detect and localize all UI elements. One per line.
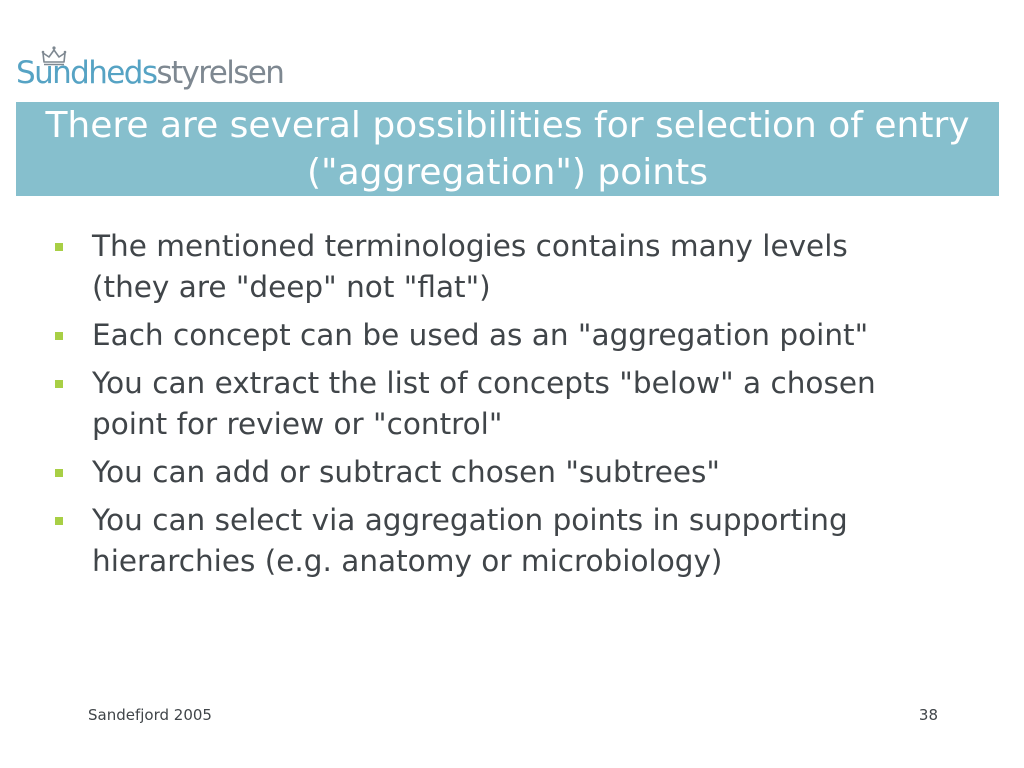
page-number: 38: [918, 706, 938, 724]
bullet-list: [55, 226, 915, 589]
bullet-square-icon: [55, 517, 63, 525]
bullet-text: You can select via aggregation points in supporting hierarchies (e.g. anatomy or microbiology): [92, 503, 848, 578]
bullet-item: [55, 315, 915, 356]
bullet-text: You can add or subtract chosen "subtrees": [92, 455, 720, 489]
sundhedsstyrelsen-logo: [16, 44, 284, 96]
logo-text-secondary: styrelsen: [156, 55, 284, 91]
logo-wordmark: [16, 54, 283, 92]
bullet-text: Each concept can be used as an "aggregation point": [92, 318, 869, 352]
title-bar: [16, 102, 999, 196]
bullet-square-icon: [55, 332, 63, 340]
logo-text-primary: Sundheds: [16, 55, 157, 91]
bullet-text: You can extract the list of concepts "below" a chosen point for review or "control": [92, 366, 876, 441]
bullet-square-icon: [55, 243, 63, 251]
bullet-square-icon: [55, 469, 63, 477]
bullet-item: [55, 452, 915, 493]
slide-title: There are several possibilities for selection of entry ("aggregation") points: [45, 105, 970, 193]
bullet-item: [55, 500, 915, 582]
bullet-text: The mentioned terminologies contains many levels (they are "deep" not "flat"): [92, 229, 848, 304]
bullet-item: [55, 226, 915, 308]
bullet-item: [55, 363, 915, 445]
bullet-square-icon: [55, 380, 63, 388]
footer-event-label: Sandefjord 2005: [88, 706, 212, 724]
